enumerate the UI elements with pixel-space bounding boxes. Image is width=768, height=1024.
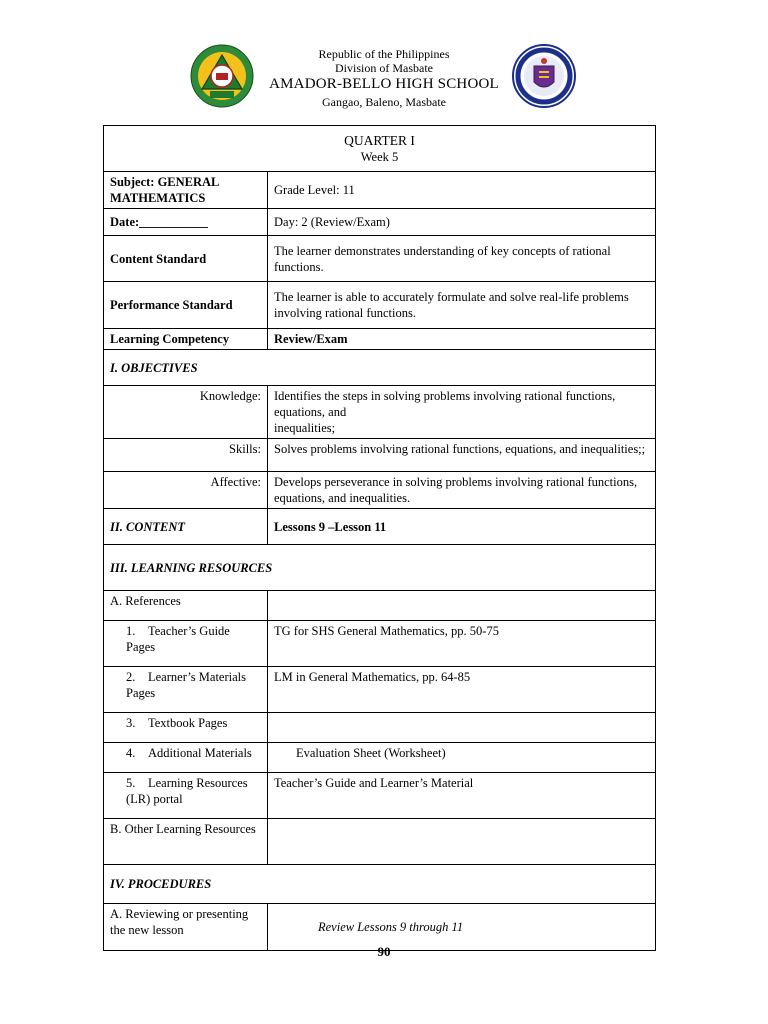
content-standard-row: [104, 236, 656, 282]
date-row: [104, 209, 656, 236]
subject-cell: Subject: GENERAL MATHEMATICS: [104, 172, 268, 209]
knowledge-label: Knowledge:: [104, 386, 268, 439]
knowledge-text-cont: inequalities;: [274, 421, 336, 435]
resources-heading-row: [104, 545, 656, 591]
week-label: Week 5: [360, 149, 399, 164]
teachers-guide-value: TG for SHS General Mathematics, pp. 50-75: [268, 621, 656, 667]
grade-level-cell: Grade Level: 11: [268, 172, 656, 209]
resources-heading: III. LEARNING RESOURCES: [104, 545, 656, 591]
reviewing-value: Review Lessons 9 through 11: [268, 904, 656, 951]
lr-portal-label: Learning Resources (LR) portal: [126, 776, 248, 806]
additional-materials-label: Additional Materials: [148, 746, 252, 760]
date-cell: Date:___________: [104, 209, 268, 236]
lr-portal-row: [104, 773, 656, 819]
quarter-cell: [104, 126, 656, 172]
references-value: [268, 591, 656, 621]
lesson-plan-table: [103, 125, 656, 951]
reviewing-label: A. Reviewing or presenting the new lesson: [104, 904, 268, 951]
textbook-row: [104, 713, 656, 743]
performance-standard-value: The learner is able to accurately formulate and solve real-life problems involving rational functions.: [268, 282, 656, 329]
textbook-number: 3.: [126, 716, 136, 730]
lr-portal-value: Teacher’s Guide and Learner’s Material: [268, 773, 656, 819]
header-school-name: AMADOR-BELLO HIGH SCHOOL: [269, 76, 499, 92]
procedures-heading-row: [104, 865, 656, 904]
references-row: [104, 591, 656, 621]
other-resources-value: [268, 819, 656, 865]
content-heading: II. CONTENT: [104, 509, 268, 545]
header-address: Gangao, Baleno, Masbate: [322, 95, 446, 109]
performance-standard-row: [104, 282, 656, 329]
subject-row: [104, 172, 656, 209]
quarter-title: QUARTER I: [344, 132, 415, 148]
knowledge-row: [104, 386, 656, 439]
day-cell: Day: 2 (Review/Exam): [268, 209, 656, 236]
learners-materials-value: LM in General Mathematics, pp. 64-85: [268, 667, 656, 713]
objectives-heading: I. OBJECTIVES: [104, 350, 656, 386]
content-standard-value: The learner demonstrates understanding of key concepts of rational functions.: [268, 236, 656, 282]
content-row: [104, 509, 656, 545]
learners-materials-label: Learner’s Materials Pages: [126, 670, 246, 700]
additional-materials-label-cell: [104, 743, 268, 773]
performance-standard-label: Performance Standard: [104, 282, 268, 329]
additional-materials-number: 4.: [126, 746, 136, 760]
affective-label: Affective:: [104, 472, 268, 509]
knowledge-cell: [268, 386, 656, 439]
skills-label: Skills:: [104, 439, 268, 472]
affective-value: Develops perseverance in solving problems involving rational functions, equations, and inequalities.: [268, 472, 656, 509]
content-value: Lessons 9 –Lesson 11: [268, 509, 656, 545]
skills-value: Solves problems involving rational functions, equations, and inequalities;;: [268, 439, 656, 472]
additional-materials-row: [104, 743, 656, 773]
other-resources-row: [104, 819, 656, 865]
knowledge-text: Identifies the steps in solving problems involving rational functions, equations, and: [274, 389, 616, 419]
learning-competency-label: Learning Competency: [104, 329, 268, 350]
teachers-guide-label: Teacher’s Guide Pages: [126, 624, 230, 654]
lr-portal-label-cell: [104, 773, 268, 819]
content-standard-label: Content Standard: [104, 236, 268, 282]
other-resources-label: B. Other Learning Resources: [104, 819, 268, 865]
procedures-heading: IV. PROCEDURES: [104, 865, 656, 904]
header-division: Division of Masbate: [335, 61, 433, 75]
learners-materials-row: [104, 667, 656, 713]
header-republic: Republic of the Philippines: [318, 47, 450, 61]
teachers-guide-number: 1.: [126, 624, 136, 638]
learners-materials-number: 2.: [126, 670, 136, 684]
document-header: [0, 44, 768, 114]
teachers-guide-row: [104, 621, 656, 667]
objectives-heading-row: [104, 350, 656, 386]
textbook-value: [268, 713, 656, 743]
references-label: A. References: [104, 591, 268, 621]
learning-competency-row: [104, 329, 656, 350]
textbook-label: Textbook Pages: [148, 716, 228, 730]
lr-portal-number: 5.: [126, 776, 136, 790]
teachers-guide-label-cell: [104, 621, 268, 667]
textbook-label-cell: [104, 713, 268, 743]
affective-row: [104, 472, 656, 509]
additional-materials-value: Evaluation Sheet (Worksheet): [268, 743, 656, 773]
learners-materials-label-cell: [104, 667, 268, 713]
learning-competency-value: Review/Exam: [268, 329, 656, 350]
skills-row: [104, 439, 656, 472]
page-number: 90: [377, 944, 391, 959]
quarter-row: [104, 126, 656, 172]
